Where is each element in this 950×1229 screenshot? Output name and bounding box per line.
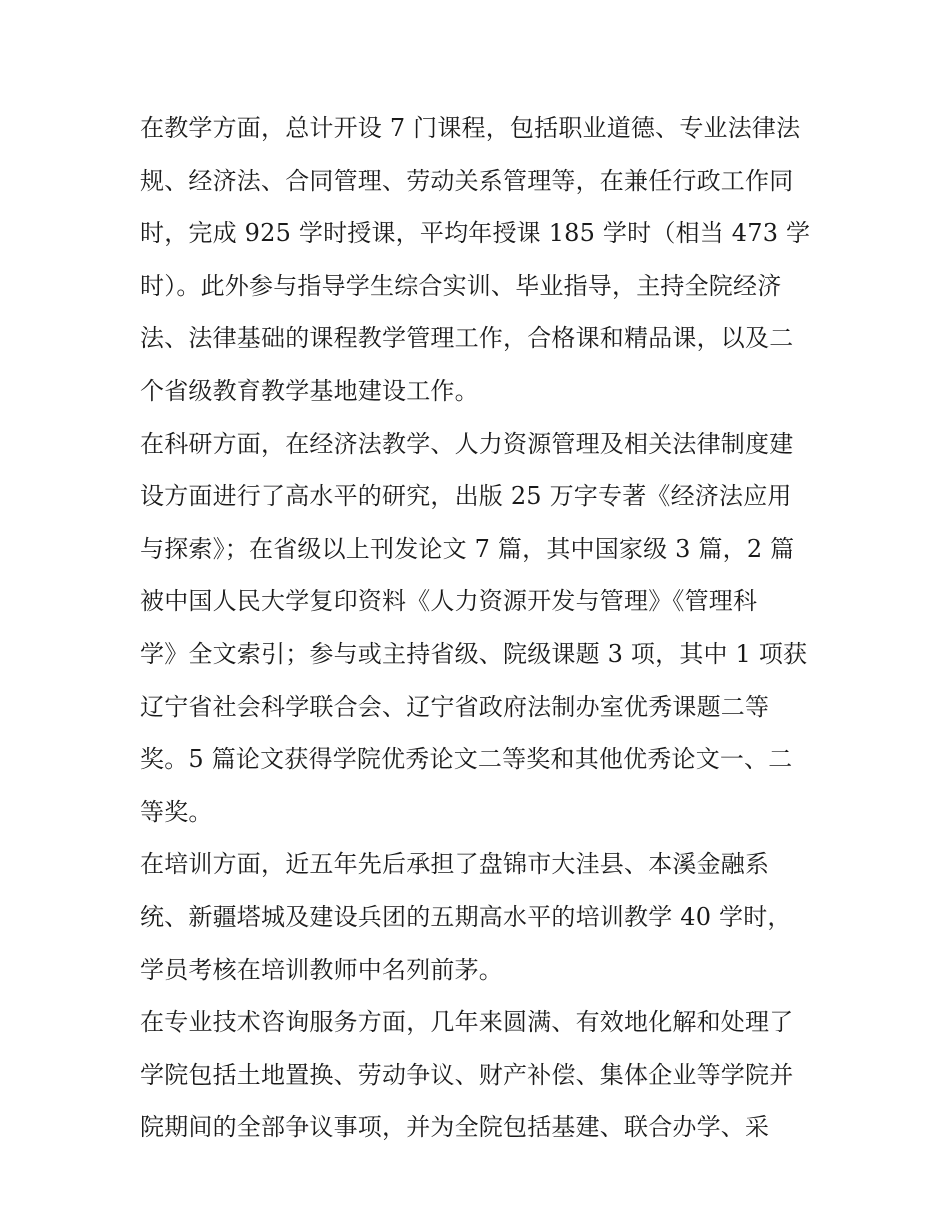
paragraph-training (140, 838, 816, 996)
text-line: 在培训方面，近五年先后承担了盘锦市大洼县、本溪金融系 (140, 850, 770, 879)
text-line: 时，完成 925 学时授课，平均年授课 185 学时（相当 473 学 (140, 219, 811, 248)
text-line: 奖。5 篇论文获得学院优秀论文二等奖和其他优秀论文一、二 (140, 745, 793, 774)
text-line: 等奖。 (140, 797, 213, 826)
text-line: 学》全文索引；参与或主持省级、院级课题 3 项，其中 1 项获 (140, 639, 808, 668)
text-line: 在科研方面，在经济法教学、人力资源管理及相关法律制度建 (140, 429, 794, 458)
text-line: 规、经济法、合同管理、劳动关系管理等，在兼任行政工作同 (140, 166, 794, 195)
text-line: 院期间的全部争议事项，并为全院包括基建、联合办学、采 (140, 1113, 770, 1142)
text-line: 个省级教育教学基地建设工作。 (140, 376, 479, 405)
text-line: 法、法律基础的课程教学管理工作，合格课和精品课，以及二 (140, 324, 794, 353)
text-line: 在教学方面，总计开设 7 门课程，包括职业道德、专业法律法 (140, 114, 801, 142)
text-line: 与探索》；在省级以上刊发论文 7 篇，其中国家级 3 篇，2 篇 (140, 534, 795, 563)
text-line: 设方面进行了高水平的研究，出版 25 万字专著《经济法应用 (140, 482, 792, 511)
paragraph-consulting (140, 996, 816, 1154)
paragraph-research (140, 418, 816, 839)
paragraph-teaching (140, 102, 816, 418)
text-line: 辽宁省社会科学联合会、辽宁省政府法制办室优秀课题二等 (140, 692, 770, 721)
text-line: 统、新疆塔城及建设兵团的五期高水平的培训教学 40 学时， (140, 902, 792, 931)
text-line: 学院包括土地置换、劳动争议、财产补偿、集体企业等学院并 (140, 1060, 794, 1089)
text-line: 在专业技术咨询服务方面，几年来圆满、有效地化解和处理了 (140, 1008, 794, 1037)
text-line: 被中国人民大学复印资料《人力资源开发与管理》《管理科 (140, 587, 758, 616)
document-body (140, 102, 816, 1154)
text-line: 时）。此外参与指导学生综合实训、毕业指导，主持全院经济 (140, 271, 782, 300)
text-line: 学员考核在培训教师中名列前茅。 (140, 955, 503, 984)
